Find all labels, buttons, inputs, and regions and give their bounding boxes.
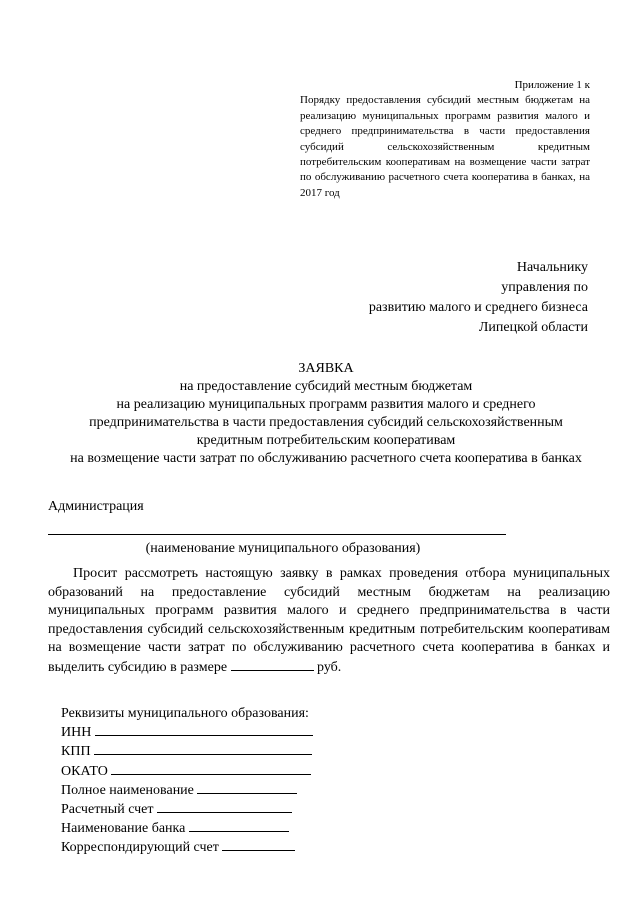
bank-field[interactable] [189, 819, 289, 832]
inn-label: ИНН [61, 725, 92, 741]
full-name-label: Полное наименование [61, 782, 194, 798]
title-line: на возмещение части затрат по обслуживанию расчетного счета кооператива в банках [70, 451, 582, 466]
full-name-field[interactable] [197, 781, 297, 794]
document-title [36, 360, 616, 468]
addressee-line: Липецкой области [478, 320, 588, 335]
bank-label: Наименование банка [61, 821, 186, 837]
title-line: на предоставление субсидий местным бюджетам [179, 379, 473, 394]
okato-label: ОКАТО [61, 763, 108, 779]
okato-row [61, 762, 461, 781]
addressee-line: Начальнику [516, 260, 588, 275]
requisites-heading: Реквизиты муниципального образования: [61, 706, 309, 721]
inn-field[interactable] [95, 723, 313, 736]
inn-row [61, 723, 461, 742]
kpp-label: КПП [61, 744, 91, 760]
appendix-header: Приложение 1 к [514, 79, 590, 91]
corr-account-field[interactable] [222, 838, 295, 851]
administration-block [48, 498, 518, 558]
title-line: на реализацию муниципальных программ развития малого и среднего [116, 397, 536, 412]
addressee-line: развитию малого и среднего бизнеса [368, 300, 588, 315]
title-line: предпринимательства в части предоставления субсидий сельскохозяйственным [89, 415, 563, 430]
request-paragraph [48, 565, 610, 677]
corr-account-label: Корреспондирующий счет [61, 840, 219, 856]
kpp-field[interactable] [94, 742, 312, 755]
kpp-row [61, 742, 461, 761]
corr-account-row [61, 838, 461, 857]
title-heading: ЗАЯВКА [298, 361, 354, 376]
administration-label: Администрация [48, 499, 144, 514]
account-row [61, 800, 461, 819]
request-text: Просит рассмотреть настоящую заявку в рамках проведения отбора муниципальных образований на предоставление субсидий местным бюджетам на реализацию муниципальных программ развития малого и среднего предпринимательства в части предоставления субсидий сельскохозяйственным кредитным потребительским кооперативам на возмещение части затрат по обслуживанию расчетного счета кооператива в банках и выделить субсидию в размере [48, 566, 610, 675]
okato-field[interactable] [111, 762, 311, 775]
addressee-block [288, 258, 588, 338]
appendix-text: Порядку предоставления субсидий местным бюджетам на реализацию муниципальных программ развития малого и среднего предпринимательства в части предоставления субсидий сельскохозяйственным кредитным потребительским кооперативам на возмещение части затрат по обслуживанию расчетного счета кооператива в банках, на 2017 год [300, 94, 590, 199]
addressee-line: управления по [501, 280, 588, 295]
municipality-name-caption: (наименование муниципального образования) [145, 541, 421, 556]
account-field[interactable] [157, 800, 292, 813]
subsidy-amount-field[interactable] [231, 658, 314, 671]
appendix-note [300, 78, 590, 201]
title-line: кредитным потребительским кооперативам [196, 433, 456, 448]
currency-label: руб. [317, 659, 342, 675]
bank-row [61, 819, 461, 838]
municipality-name-field[interactable] [48, 524, 506, 535]
requisites-block [61, 705, 461, 858]
account-label: Расчетный счет [61, 802, 154, 818]
full-name-row [61, 781, 461, 800]
